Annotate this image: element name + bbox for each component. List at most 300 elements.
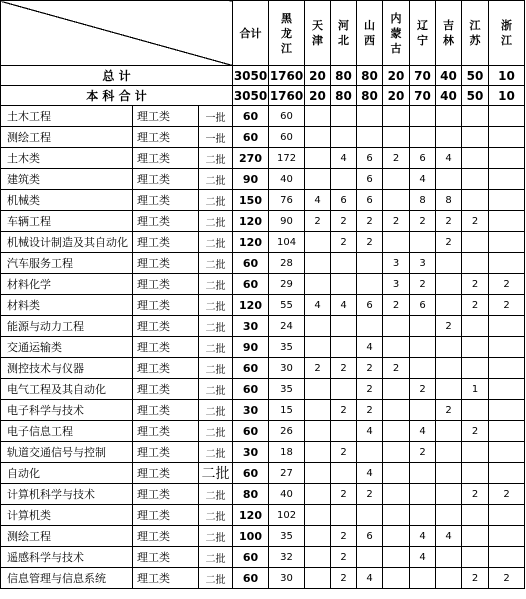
province-quota xyxy=(462,337,489,358)
total-value: 1760 xyxy=(269,86,305,106)
row-total: 60 xyxy=(233,127,269,148)
header-total: 合计 xyxy=(233,1,269,66)
province-quota: 2 xyxy=(357,379,383,400)
province-quota: 35 xyxy=(269,526,305,547)
table-row xyxy=(1,295,525,316)
province-quota: 2 xyxy=(489,484,525,505)
province-quota xyxy=(305,316,331,337)
province-quota: 2 xyxy=(331,526,357,547)
province-quota xyxy=(462,190,489,211)
category: 理工类 xyxy=(133,568,199,589)
total-value: 80 xyxy=(331,86,357,106)
province-quota xyxy=(436,358,462,379)
table-row xyxy=(1,526,525,547)
province-quota xyxy=(489,337,525,358)
province-quota xyxy=(462,505,489,526)
category: 理工类 xyxy=(133,379,199,400)
header-province-char: 天 xyxy=(312,19,324,32)
row-total: 60 xyxy=(233,358,269,379)
total-value: 80 xyxy=(357,66,383,86)
batch: 二批 xyxy=(199,484,233,505)
row-total: 120 xyxy=(233,295,269,316)
category: 理工类 xyxy=(133,190,199,211)
province-quota xyxy=(462,526,489,547)
province-quota: 4 xyxy=(436,148,462,169)
major-name: 计算机类 xyxy=(1,505,133,526)
header-province-char: 北 xyxy=(338,34,350,47)
province-quota: 4 xyxy=(410,547,436,568)
province-quota xyxy=(410,316,436,337)
province-quota xyxy=(489,127,525,148)
province-quota: 2 xyxy=(383,358,410,379)
province-quota xyxy=(305,463,331,484)
province-quota xyxy=(410,484,436,505)
province-quota xyxy=(331,253,357,274)
province-quota: 2 xyxy=(331,484,357,505)
province-quota xyxy=(357,274,383,295)
header-province-char: 江 xyxy=(469,19,481,32)
major-name: 自动化 xyxy=(1,463,133,484)
total-value: 10 xyxy=(489,66,525,86)
category: 理工类 xyxy=(133,358,199,379)
province-quota: 2 xyxy=(410,442,436,463)
category: 理工类 xyxy=(133,463,199,484)
province-quota xyxy=(489,316,525,337)
total-value: 40 xyxy=(436,86,462,106)
row-total: 60 xyxy=(233,463,269,484)
province-quota: 2 xyxy=(489,295,525,316)
batch: 二批 xyxy=(199,190,233,211)
header-province-char: 蒙 xyxy=(390,26,402,40)
province-quota: 2 xyxy=(357,484,383,505)
batch: 二批 xyxy=(199,463,233,484)
batch: 二批 xyxy=(199,295,233,316)
province-quota: 6 xyxy=(357,190,383,211)
category: 理工类 xyxy=(133,505,199,526)
province-quota xyxy=(305,106,331,127)
province-quota: 40 xyxy=(269,484,305,505)
header-province-char: 苏 xyxy=(469,34,481,47)
province-quota xyxy=(383,232,410,253)
province-quota: 102 xyxy=(269,505,305,526)
row-total: 100 xyxy=(233,526,269,547)
province-quota xyxy=(305,526,331,547)
province-quota xyxy=(305,379,331,400)
province-quota: 8 xyxy=(410,190,436,211)
total-row xyxy=(1,86,525,106)
province-quota xyxy=(410,127,436,148)
province-quota xyxy=(383,400,410,421)
batch: 二批 xyxy=(199,211,233,232)
province-quota xyxy=(436,253,462,274)
province-quota: 55 xyxy=(269,295,305,316)
province-quota xyxy=(436,337,462,358)
table-row xyxy=(1,316,525,337)
province-quota: 2 xyxy=(383,211,410,232)
major-name: 轨道交通信号与控制 xyxy=(1,442,133,463)
row-total: 60 xyxy=(233,547,269,568)
total-row xyxy=(1,66,525,86)
table-row xyxy=(1,337,525,358)
province-quota xyxy=(331,379,357,400)
row-total: 60 xyxy=(233,421,269,442)
category: 理工类 xyxy=(133,106,199,127)
province-quota: 2 xyxy=(462,274,489,295)
province-quota: 2 xyxy=(357,358,383,379)
province-quota xyxy=(489,547,525,568)
table-row xyxy=(1,379,525,400)
province-quota xyxy=(357,547,383,568)
batch: 二批 xyxy=(199,148,233,169)
header-province-char: 河 xyxy=(338,19,350,32)
category: 理工类 xyxy=(133,295,199,316)
province-quota xyxy=(489,463,525,484)
table-row xyxy=(1,106,525,127)
major-name: 材料化学 xyxy=(1,274,133,295)
province-quota: 2 xyxy=(410,274,436,295)
batch: 二批 xyxy=(199,274,233,295)
province-quota: 32 xyxy=(269,547,305,568)
province-quota xyxy=(462,316,489,337)
row-total: 60 xyxy=(233,274,269,295)
province-quota xyxy=(331,316,357,337)
batch: 二批 xyxy=(199,358,233,379)
province-quota: 104 xyxy=(269,232,305,253)
batch: 二批 xyxy=(199,568,233,589)
province-quota: 2 xyxy=(462,421,489,442)
province-quota: 4 xyxy=(357,463,383,484)
province-quota: 2 xyxy=(436,400,462,421)
row-total: 30 xyxy=(233,400,269,421)
province-quota xyxy=(383,316,410,337)
province-quota xyxy=(305,442,331,463)
province-quota: 6 xyxy=(357,148,383,169)
header-province-char: 山 xyxy=(364,19,376,32)
batch: 二批 xyxy=(199,442,233,463)
total-value: 20 xyxy=(383,86,410,106)
province-quota xyxy=(357,127,383,148)
province-quota xyxy=(489,169,525,190)
batch: 二批 xyxy=(199,400,233,421)
header-province-char: 内 xyxy=(390,11,402,25)
major-name: 车辆工程 xyxy=(1,211,133,232)
category: 理工类 xyxy=(133,400,199,421)
province-quota xyxy=(489,106,525,127)
province-quota xyxy=(410,232,436,253)
province-quota: 40 xyxy=(269,169,305,190)
province-quota xyxy=(383,568,410,589)
batch: 二批 xyxy=(199,253,233,274)
province-quota xyxy=(331,505,357,526)
category: 理工类 xyxy=(133,274,199,295)
province-quota xyxy=(331,106,357,127)
province-quota xyxy=(305,169,331,190)
row-total: 90 xyxy=(233,169,269,190)
row-total: 60 xyxy=(233,106,269,127)
total-value: 80 xyxy=(357,86,383,106)
province-quota xyxy=(436,568,462,589)
province-quota: 8 xyxy=(436,190,462,211)
province-quota xyxy=(436,295,462,316)
table-row xyxy=(1,232,525,253)
province-quota xyxy=(462,463,489,484)
row-total: 120 xyxy=(233,505,269,526)
table-row xyxy=(1,358,525,379)
province-quota: 4 xyxy=(410,169,436,190)
province-quota: 18 xyxy=(269,442,305,463)
province-quota xyxy=(305,505,331,526)
table-row xyxy=(1,127,525,148)
major-name: 土木类 xyxy=(1,148,133,169)
province-quota xyxy=(305,547,331,568)
province-quota xyxy=(436,379,462,400)
province-quota xyxy=(305,400,331,421)
province-quota: 4 xyxy=(410,421,436,442)
province-quota: 30 xyxy=(269,358,305,379)
major-name: 测控技术与仪器 xyxy=(1,358,133,379)
province-quota: 2 xyxy=(357,400,383,421)
province-quota: 4 xyxy=(357,337,383,358)
province-quota: 3 xyxy=(410,253,436,274)
header-province-char: 宁 xyxy=(417,34,429,47)
province-quota: 35 xyxy=(269,337,305,358)
province-quota xyxy=(489,421,525,442)
province-quota xyxy=(410,337,436,358)
province-quota xyxy=(489,526,525,547)
table-row xyxy=(1,148,525,169)
province-quota xyxy=(410,463,436,484)
province-quota: 2 xyxy=(462,295,489,316)
row-total: 120 xyxy=(233,232,269,253)
header-province xyxy=(410,1,436,66)
province-quota: 6 xyxy=(410,148,436,169)
major-name: 能源与动力工程 xyxy=(1,316,133,337)
table-row xyxy=(1,190,525,211)
category: 理工类 xyxy=(133,232,199,253)
province-quota xyxy=(489,232,525,253)
header-province xyxy=(357,1,383,66)
province-quota: 3 xyxy=(383,274,410,295)
province-quota xyxy=(436,127,462,148)
province-quota: 172 xyxy=(269,148,305,169)
row-total: 90 xyxy=(233,337,269,358)
total-value: 40 xyxy=(436,66,462,86)
table-row xyxy=(1,484,525,505)
row-total: 150 xyxy=(233,190,269,211)
province-quota xyxy=(305,421,331,442)
province-quota: 24 xyxy=(269,316,305,337)
total-value: 70 xyxy=(410,86,436,106)
row-total: 120 xyxy=(233,211,269,232)
header-province-char: 龙 xyxy=(281,26,293,40)
province-quota xyxy=(331,169,357,190)
province-quota: 2 xyxy=(357,232,383,253)
province-quota xyxy=(305,253,331,274)
category: 理工类 xyxy=(133,316,199,337)
row-total: 60 xyxy=(233,253,269,274)
category: 理工类 xyxy=(133,547,199,568)
province-quota: 60 xyxy=(269,106,305,127)
province-quota xyxy=(357,316,383,337)
province-quota xyxy=(489,379,525,400)
province-quota: 4 xyxy=(305,295,331,316)
header-province xyxy=(269,1,305,66)
province-quota xyxy=(436,505,462,526)
province-quota xyxy=(489,148,525,169)
header-province xyxy=(331,1,357,66)
province-quota xyxy=(462,106,489,127)
province-quota xyxy=(410,505,436,526)
province-quota xyxy=(436,421,462,442)
total-value: 50 xyxy=(462,66,489,86)
table-row xyxy=(1,253,525,274)
total-value: 1760 xyxy=(269,66,305,86)
table-row xyxy=(1,568,525,589)
province-quota: 6 xyxy=(357,295,383,316)
batch: 一批 xyxy=(199,106,233,127)
province-quota: 4 xyxy=(436,526,462,547)
province-quota xyxy=(436,463,462,484)
province-quota xyxy=(436,169,462,190)
province-quota xyxy=(436,106,462,127)
header-province xyxy=(462,1,489,66)
province-quota: 2 xyxy=(331,568,357,589)
table-row xyxy=(1,442,525,463)
province-quota: 2 xyxy=(462,568,489,589)
province-quota xyxy=(383,127,410,148)
total-value: 10 xyxy=(489,86,525,106)
major-name: 汽车服务工程 xyxy=(1,253,133,274)
province-quota xyxy=(383,526,410,547)
province-quota xyxy=(462,358,489,379)
province-quota xyxy=(305,568,331,589)
province-quota xyxy=(436,484,462,505)
header-province-char: 江 xyxy=(501,34,513,47)
province-quota xyxy=(462,400,489,421)
row-total: 60 xyxy=(233,568,269,589)
province-quota xyxy=(489,190,525,211)
province-quota: 28 xyxy=(269,253,305,274)
province-quota: 2 xyxy=(462,211,489,232)
table-row xyxy=(1,547,525,568)
province-quota xyxy=(436,547,462,568)
province-quota: 76 xyxy=(269,190,305,211)
province-quota: 2 xyxy=(331,232,357,253)
total-value: 20 xyxy=(305,66,331,86)
province-quota xyxy=(410,400,436,421)
table-row xyxy=(1,463,525,484)
province-quota xyxy=(383,106,410,127)
province-quota: 2 xyxy=(489,274,525,295)
major-name: 土木工程 xyxy=(1,106,133,127)
province-quota: 2 xyxy=(436,316,462,337)
row-total: 30 xyxy=(233,316,269,337)
category: 理工类 xyxy=(133,148,199,169)
table-row xyxy=(1,169,525,190)
batch: 一批 xyxy=(199,127,233,148)
province-quota: 2 xyxy=(436,232,462,253)
province-quota: 2 xyxy=(410,211,436,232)
province-quota: 35 xyxy=(269,379,305,400)
province-quota xyxy=(383,505,410,526)
province-quota: 3 xyxy=(383,253,410,274)
province-quota xyxy=(305,337,331,358)
batch: 二批 xyxy=(199,337,233,358)
major-name: 计算机科学与技术 xyxy=(1,484,133,505)
header-province-char: 古 xyxy=(390,41,402,55)
province-quota xyxy=(489,442,525,463)
province-quota xyxy=(489,505,525,526)
province-quota xyxy=(357,442,383,463)
province-quota xyxy=(331,337,357,358)
province-quota xyxy=(383,337,410,358)
province-quota: 2 xyxy=(305,211,331,232)
major-name: 测绘工程 xyxy=(1,127,133,148)
province-quota xyxy=(305,274,331,295)
header-province-char: 辽 xyxy=(417,19,429,32)
province-quota: 6 xyxy=(357,169,383,190)
province-quota xyxy=(489,211,525,232)
total-value: 80 xyxy=(331,66,357,86)
major-name: 遥感科学与技术 xyxy=(1,547,133,568)
province-quota: 2 xyxy=(383,295,410,316)
province-quota xyxy=(331,421,357,442)
major-name: 交通运输类 xyxy=(1,337,133,358)
province-quota xyxy=(331,127,357,148)
total-label: 总 计 xyxy=(1,66,233,86)
header-province xyxy=(305,1,331,66)
row-total: 30 xyxy=(233,442,269,463)
batch: 二批 xyxy=(199,232,233,253)
province-quota xyxy=(357,106,383,127)
province-quota: 90 xyxy=(269,211,305,232)
province-quota xyxy=(331,274,357,295)
province-quota: 2 xyxy=(331,400,357,421)
province-quota xyxy=(383,190,410,211)
major-name: 建筑类 xyxy=(1,169,133,190)
province-quota: 2 xyxy=(383,148,410,169)
province-quota: 2 xyxy=(489,568,525,589)
major-name: 机械类 xyxy=(1,190,133,211)
header-province-char: 西 xyxy=(364,34,376,47)
batch: 二批 xyxy=(199,421,233,442)
province-quota: 29 xyxy=(269,274,305,295)
category: 理工类 xyxy=(133,526,199,547)
batch: 二批 xyxy=(199,526,233,547)
table-row xyxy=(1,274,525,295)
province-quota xyxy=(383,421,410,442)
province-quota: 2 xyxy=(436,211,462,232)
province-quota xyxy=(383,463,410,484)
row-total: 270 xyxy=(233,148,269,169)
province-quota xyxy=(489,400,525,421)
row-total: 80 xyxy=(233,484,269,505)
province-quota xyxy=(410,106,436,127)
total-value: 3050 xyxy=(233,86,269,106)
province-quota xyxy=(489,253,525,274)
batch: 二批 xyxy=(199,379,233,400)
province-quota: 2 xyxy=(305,358,331,379)
batch: 二批 xyxy=(199,547,233,568)
total-label: 本 科 合 计 xyxy=(1,86,233,106)
province-quota xyxy=(383,442,410,463)
category: 理工类 xyxy=(133,421,199,442)
total-value: 70 xyxy=(410,66,436,86)
province-quota: 6 xyxy=(357,526,383,547)
province-quota: 15 xyxy=(269,400,305,421)
category: 理工类 xyxy=(133,253,199,274)
province-quota xyxy=(462,253,489,274)
